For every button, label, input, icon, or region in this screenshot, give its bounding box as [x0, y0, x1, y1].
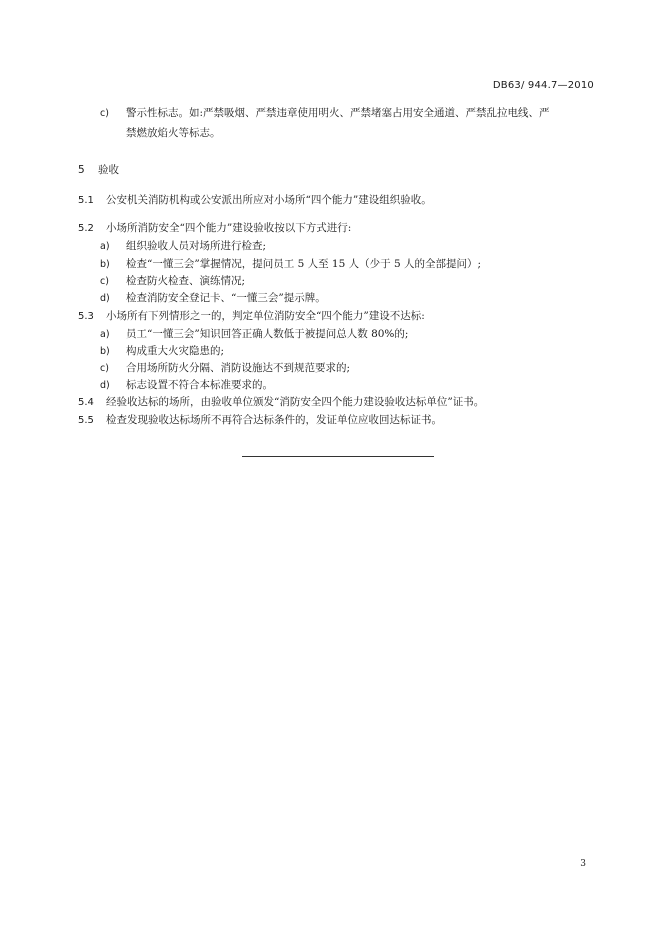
clause-5-2	[78, 221, 351, 236]
list-item-text: 警示性标志。如:严禁吸烟、严禁违章使用明火、严禁堵塞占用安全通道、严禁乱拉电线、严	[126, 107, 550, 119]
list-marker: c)	[100, 108, 109, 119]
list-item-text: 标志设置不符合本标准要求的。	[126, 379, 273, 391]
list-item-text: 检查“一懂三会”掌握情况，提问员工 5 人至 15 人（少于 5 人的全部提问）;	[126, 258, 482, 270]
clause-5-1	[78, 193, 432, 208]
list-item	[100, 257, 481, 272]
clause-number: 5.3	[78, 311, 94, 322]
clause-text: 小场所有下列情形之一的，判定单位消防安全“四个能力”建设不达标:	[106, 310, 425, 322]
clause-5-3	[78, 309, 425, 324]
list-marker: b)	[100, 259, 110, 270]
list-item-text: 检查防火检查、演练情况;	[126, 275, 246, 287]
clause-number: 5.2	[78, 223, 94, 234]
list-item-continuation: 禁燃放焰火等标志。	[126, 127, 221, 139]
clause-text: 检查发现验收达标场所不再符合达标条件的，发证单位应收回达标证书。	[106, 414, 442, 426]
clause-5-4	[78, 395, 484, 410]
list-item-c-warning-signs	[100, 106, 550, 121]
list-marker: a)	[100, 329, 110, 340]
list-item	[100, 344, 224, 359]
list-item	[100, 239, 266, 254]
list-marker: b)	[100, 346, 110, 357]
list-item	[100, 378, 273, 393]
standard-code: DB63/ 944.7—2010	[492, 80, 594, 91]
clause-5-5	[78, 413, 442, 428]
list-item	[100, 327, 408, 342]
clause-number: 5.4	[78, 397, 94, 408]
section-heading	[78, 162, 119, 177]
list-item-text: 员工“一懂三会”知识回答正确人数低于被提问总人数 80%的;	[126, 328, 409, 340]
page-number: 3	[580, 859, 586, 869]
list-item	[100, 291, 326, 306]
list-item-text: 检查消防安全登记卡、“一懂三会”提示牌。	[126, 292, 326, 304]
list-item-text: 合用场所防火分隔、消防设施达不到规范要求的;	[126, 362, 351, 374]
list-item	[100, 274, 245, 289]
list-marker: c)	[100, 276, 109, 287]
list-marker: d)	[100, 293, 110, 304]
clause-number: 5.5	[78, 415, 94, 426]
section-title: 验收	[98, 164, 119, 176]
list-marker: c)	[100, 363, 109, 374]
clause-text: 小场所消防安全“四个能力”建设验收按以下方式进行:	[106, 222, 352, 234]
clause-text: 经验收达标的场所，由验收单位颁发“消防安全四个能力建设验收达标单位”证书。	[106, 396, 485, 408]
list-item-text: 构成重大火灾隐患的;	[126, 345, 225, 357]
clause-text: 公安机关消防机构或公安派出所应对小场所“四个能力”建设组织验收。	[106, 194, 432, 206]
section-number: 5	[78, 164, 85, 176]
list-marker: a)	[100, 241, 110, 252]
clause-number: 5.1	[78, 195, 94, 206]
list-marker: d)	[100, 380, 110, 391]
list-item	[100, 361, 350, 376]
end-of-standard-rule	[242, 456, 434, 457]
list-item-text: 组织验收人员对场所进行检查;	[126, 240, 267, 252]
